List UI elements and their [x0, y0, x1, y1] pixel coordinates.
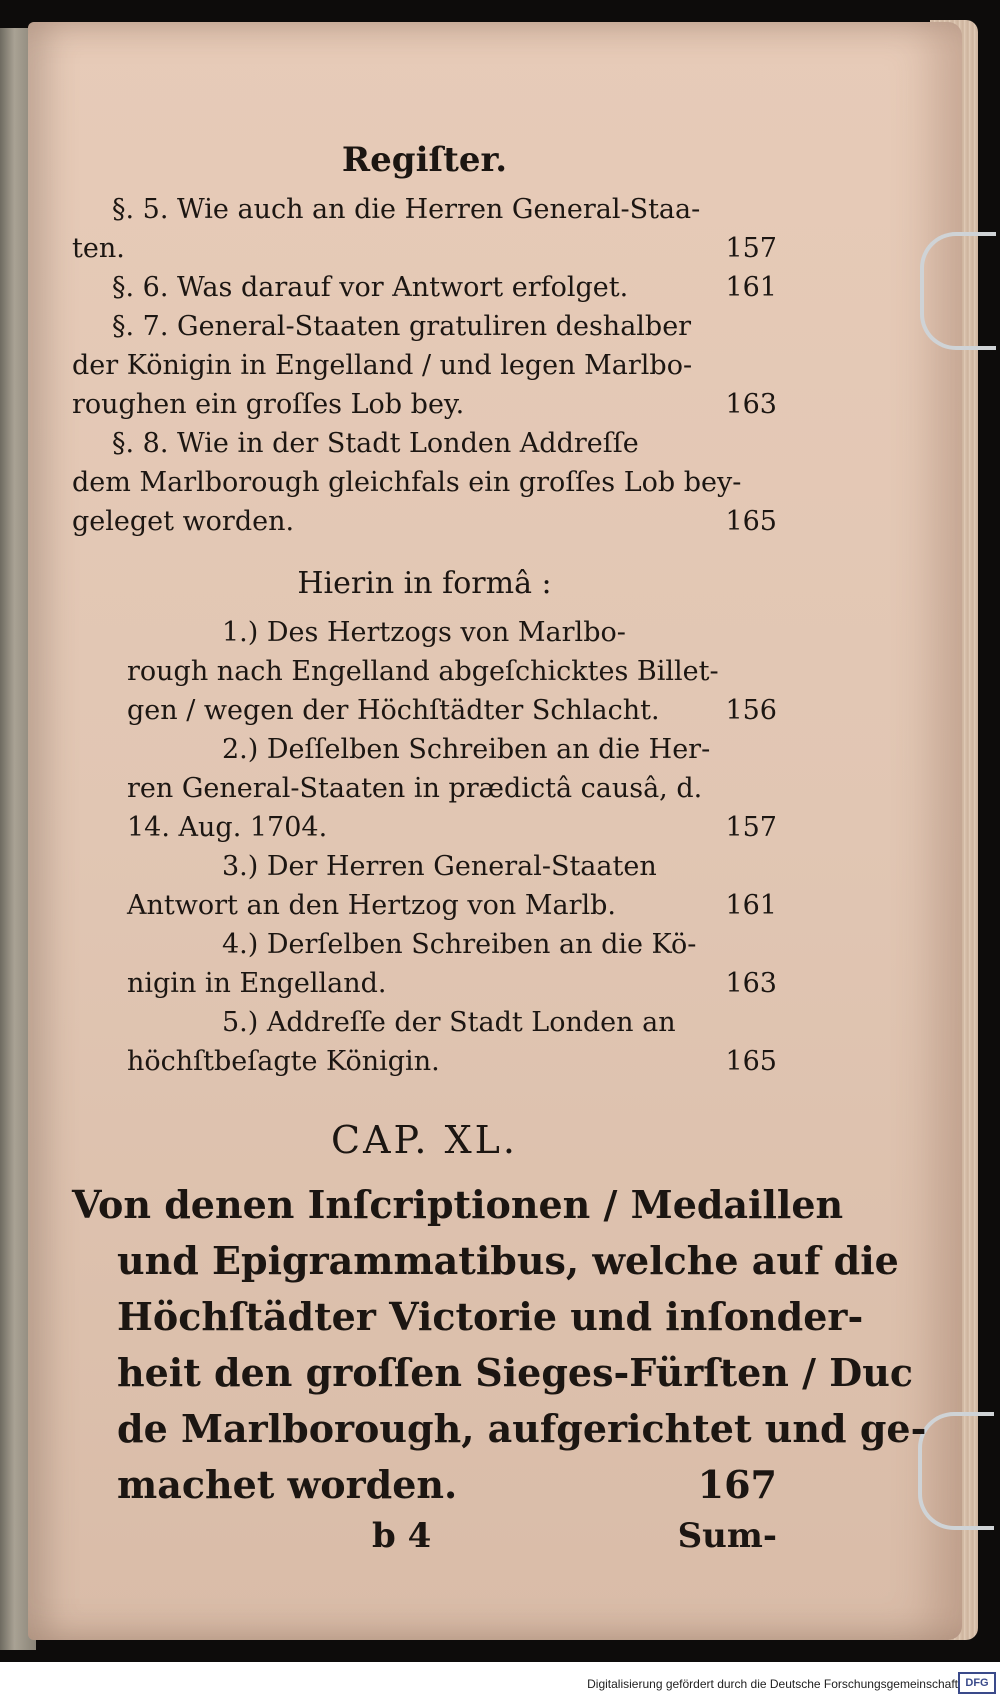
register-entry-line	[72, 307, 777, 346]
dfg-logo: DFG	[958, 1672, 996, 1694]
chapter-title-line	[72, 1401, 927, 1457]
page-footer-line	[72, 1517, 777, 1569]
register-item-line	[72, 808, 777, 847]
footer-credit: Digitalisierung gefördert durch die Deutsche Forschungsgemeinschaft	[587, 1677, 958, 1691]
register-entry-line-text: dem Marlborough gleichfals ein groſſes Lob bey-	[72, 467, 742, 498]
register-item-line-text: Antwort an den Hertzog von Marlb.	[127, 890, 617, 921]
page-text	[72, 130, 927, 1569]
digitization-footer	[0, 1662, 1000, 1708]
register-item-line	[72, 886, 777, 925]
register-entry-line	[72, 502, 777, 541]
chapter-title	[72, 1177, 927, 1513]
register-item-line	[72, 925, 777, 964]
register-entry-line	[72, 385, 777, 424]
register-item-line	[72, 652, 777, 691]
register-entry-line-text: roughen ein groſſes Lob bey.	[72, 389, 465, 420]
catchword: Sum-	[677, 1516, 777, 1556]
register-entry-line-text: §. 5. Wie auch an die Herren General-Staa-	[112, 194, 701, 225]
register-entry-line-text: §. 7. General-Staaten gratuliren deshalber	[112, 311, 692, 342]
register-item-line-text: 3.) Der Herren General-Staaten	[222, 851, 657, 882]
register-entry-line-text: §. 6. Was darauf vor Antwort erfolget.	[112, 272, 629, 303]
chapter-title-line-text: Höchſtädter Victorie und inſonder-	[117, 1294, 864, 1339]
page-reference: 167	[697, 1462, 777, 1507]
register-item-line	[72, 964, 777, 1003]
page-clip-top	[920, 232, 996, 350]
page-reference: 163	[725, 389, 777, 420]
register-item-line-text: 1.) Des Hertzogs von Marlbo-	[222, 617, 626, 648]
register-item-line-text: nigin in Engelland.	[127, 968, 387, 999]
chapter-title-line	[72, 1177, 844, 1233]
chapter-title-line	[72, 1457, 777, 1513]
register-entry-line	[72, 463, 777, 502]
page-reference: 161	[725, 272, 777, 303]
signature-mark: b 4	[372, 1516, 432, 1556]
register-entry-line	[72, 424, 777, 463]
register-item-line	[72, 1042, 777, 1081]
register-item-line-text: 5.) Addreſſe der Stadt Londen an	[222, 1007, 676, 1038]
chapter-title-line-text: de Marlborough, aufgerichtet und ge-	[117, 1406, 927, 1451]
register-entry-line	[72, 190, 777, 229]
page-reference: 165	[725, 1046, 777, 1077]
chapter-title-line-text: machet worden.	[117, 1462, 458, 1507]
register-entry-line-text: geleget worden.	[72, 506, 295, 537]
page-clip-bottom	[918, 1412, 994, 1530]
register-item-line-text: ren General-Staaten in prædictâ causâ, d.	[127, 773, 703, 804]
page-reference: 157	[725, 233, 777, 264]
register-item-line	[72, 1003, 777, 1042]
register-entries	[72, 190, 777, 541]
chapter-title-line-text: und Epigrammatibus, welche auf die	[117, 1238, 899, 1283]
register-item-line-text: 2.) Deſſelben Schreiben an die Her-	[222, 734, 711, 765]
register-entry-line-text: §. 8. Wie in der Stadt Londen Addreſſe	[112, 428, 639, 459]
chapter-title-line	[72, 1289, 864, 1345]
register-item-line	[72, 730, 777, 769]
register-item-line	[72, 691, 777, 730]
chapter-title-line	[72, 1345, 913, 1401]
register-item-line	[72, 769, 777, 808]
page-reference: 161	[725, 890, 777, 921]
chapter-number: CAP. XL.	[331, 1118, 518, 1162]
page-reference: 163	[725, 968, 777, 999]
register-entry-line	[72, 346, 777, 385]
sub-heading: Hierin in formâ :	[297, 566, 552, 601]
register-entry-line	[72, 229, 777, 268]
register-items	[72, 613, 777, 1081]
register-entry-line-text: ten.	[72, 233, 125, 264]
register-item-line-text: gen / wegen der Höchſtädter Schlacht.	[127, 695, 660, 726]
page-reference: 156	[725, 695, 777, 726]
register-entry-line	[72, 268, 777, 307]
register-item-line-text: höchſtbeſagte Königin.	[127, 1046, 440, 1077]
chapter-title-line	[72, 1233, 899, 1289]
register-item-line-text: 14. Aug. 1704.	[127, 812, 328, 843]
page-reference: 165	[725, 506, 777, 537]
chapter-title-line-text: heit den groſſen Sieges-Fürſten / Duc	[117, 1350, 913, 1395]
chapter-title-line-text: Von denen Inſcriptionen / Medaillen	[72, 1182, 844, 1227]
register-item-line	[72, 847, 777, 886]
running-head: Regiſter.	[341, 140, 508, 180]
register-item-line-text: rough nach Engelland abgeſchicktes Billet-	[127, 656, 719, 687]
register-item-line-text: 4.) Derſelben Schreiben an die Kö-	[222, 929, 697, 960]
register-item-line	[72, 613, 777, 652]
register-entry-line-text: der Königin in Engelland / und legen Marlbo-	[72, 350, 693, 381]
page-reference: 157	[725, 812, 777, 843]
